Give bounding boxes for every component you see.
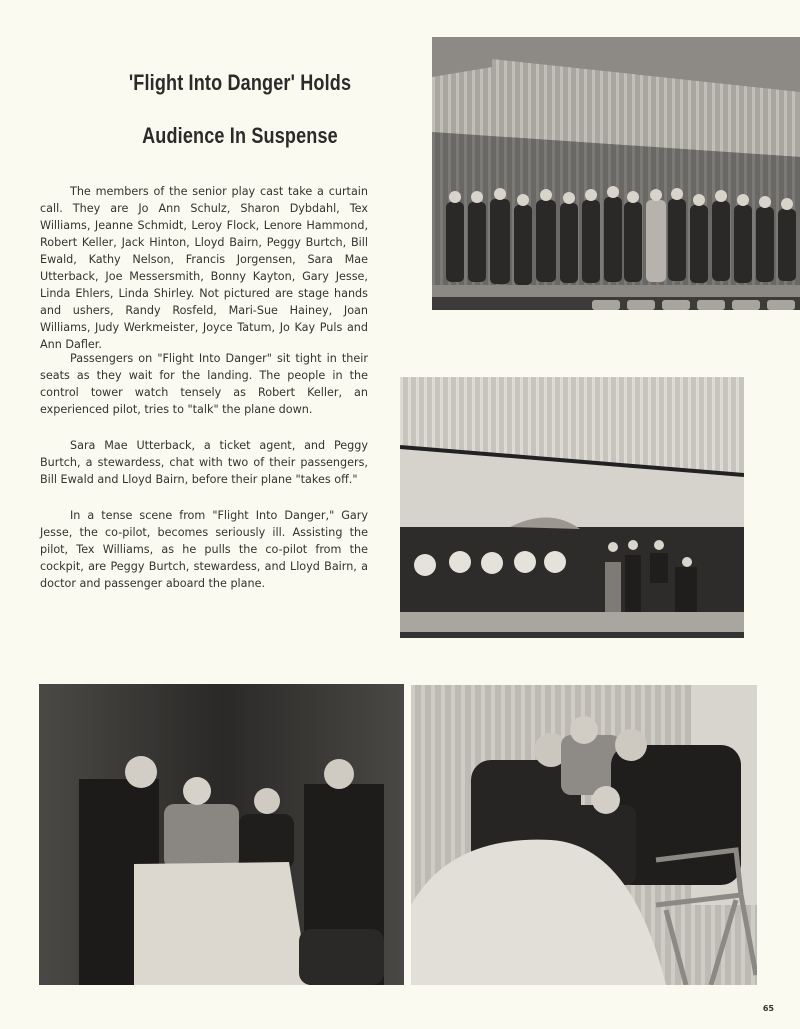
photo-ticket-agent bbox=[39, 684, 404, 985]
photo-passengers bbox=[400, 377, 744, 638]
caption-passengers: Passengers on "Flight Into Danger" sit tight in their seats as they wait for the landing. The people in the control tower watch tensely as Robert Keller, an experienced pilot, tries to "talk" the plane down. bbox=[40, 352, 368, 416]
photo-curtain-call bbox=[432, 37, 800, 310]
headline-line-1: 'Flight Into Danger' Holds bbox=[128, 70, 352, 95]
photo-tense-scene bbox=[411, 685, 757, 985]
caption-tense-scene: In a tense scene from "Flight Into Danger," Gary Jesse, the co-pilot, becomes seriously ill. Assisting the pilot, Tex Williams, as he pulls the co-pilot from the cockpit, are Peggy Burtch, stewardess, and Lloyd Bairn, a doctor and passenger aboard the plane. bbox=[40, 509, 368, 590]
headline-line-2: Audience In Suspense bbox=[142, 123, 338, 148]
page-number: 65 bbox=[762, 1004, 774, 1013]
caption-ticket-agent: Sara Mae Utterback, a ticket agent, and Peggy Burtch, a stewardess, chat with two of their passengers, Bill Ewald and Lloyd Bairn, before their plane "takes off." bbox=[40, 439, 368, 486]
caption-curtain-call: The members of the senior play cast take a curtain call. They are Jo Ann Schulz, Sharon Dybdahl, Tex Williams, Jeanne Schmidt, Leroy Flock, Lenore Hammond, Robert Keller, Jack Hinton, Lloyd Bairn, Peggy Burtch, Bill Ewald, Kathy Nelson, Francis Jorgensen, Sara Mae Utterback, Joe Messersmith, Bonny Kayton, Gary Jesse, Linda Ehlers, Linda Shirley. Not pictured are stage hands and ushers, Randy Rosfeld, Mari-Sue Hainey, Joan Williams, Judy Werkmeister, Joyce Tatum, Jo Kay Puls and Ann Dafler. bbox=[40, 185, 368, 351]
